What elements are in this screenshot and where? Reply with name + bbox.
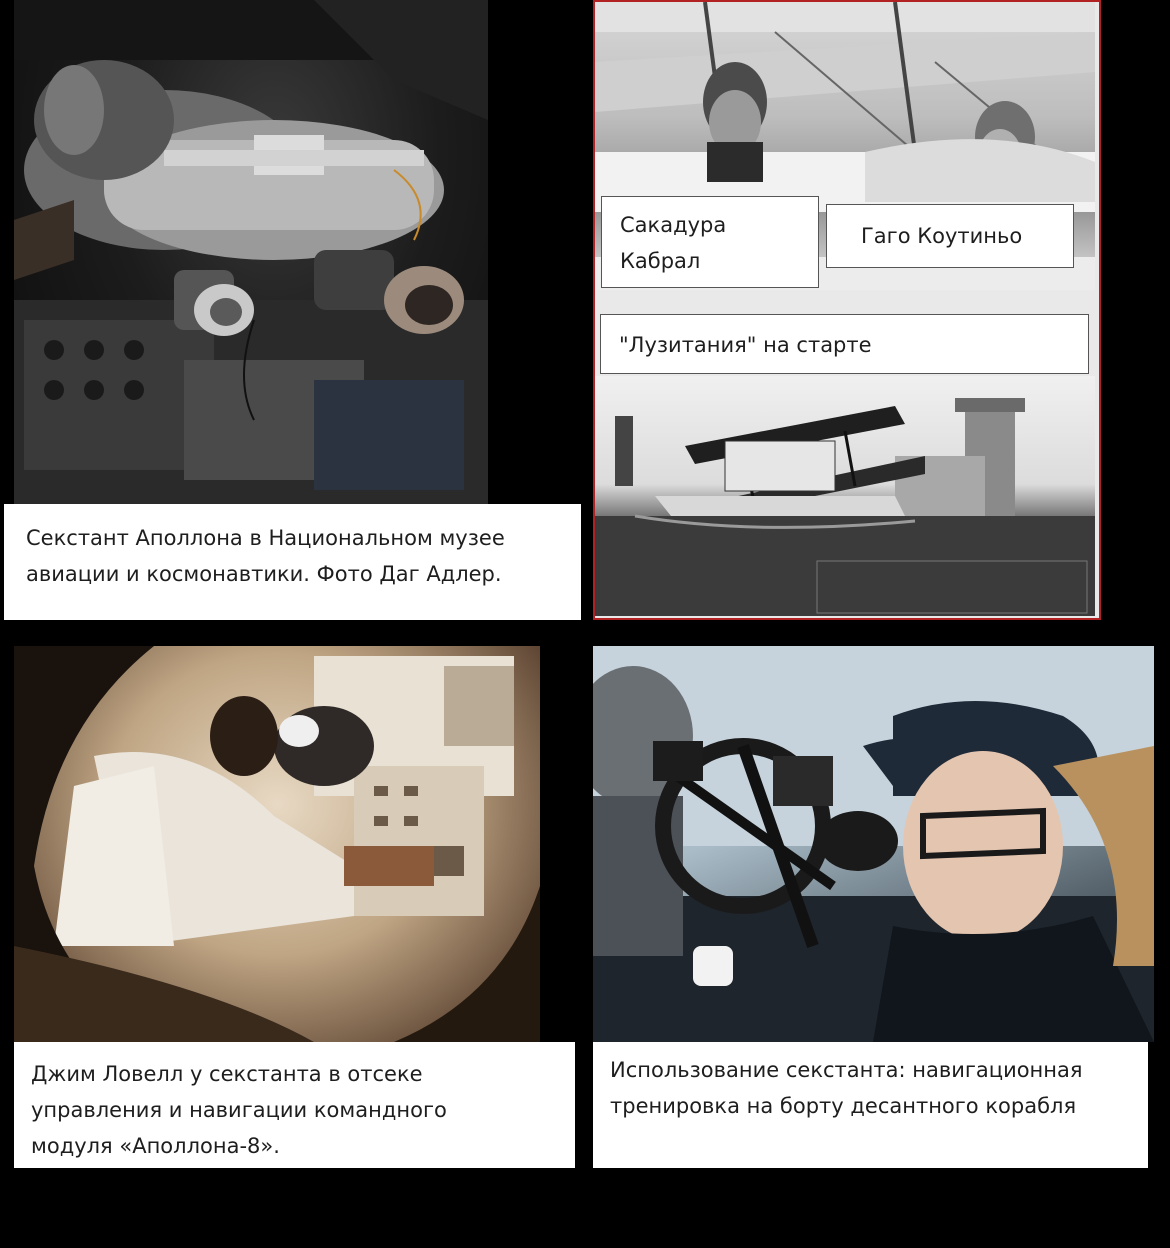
label-line: Кабрал [620,249,701,273]
caption-line: модуля «Аполлона-8». [31,1134,280,1158]
caption-line: Джим Ловелл у секстанта в отсеке [31,1062,423,1086]
label-gago-coutinho [826,204,1074,268]
training-caption [593,1042,1148,1168]
apollo-sextant-photo [14,0,488,504]
apollo-sextant-caption [4,504,581,620]
label-line: Сакадура [620,213,727,237]
label-sacadura-cabral [601,196,819,288]
caption-line: Секстант Аполлона в Национальном музее [26,526,505,550]
label-lusitania-start [600,314,1089,374]
label-line: "Лузитания" на старте [619,333,872,357]
seaplane-photo [595,376,1095,616]
lovell-caption [14,1042,575,1168]
caption-line: авиации и космонавтики. Фото Даг Адлер. [26,562,502,586]
caption-line: Использование секстанта: навигационная [610,1058,1083,1082]
caption-line: управления и навигации командного [31,1098,447,1122]
label-line: Гаго Коутиньо [861,224,1023,248]
caption-line: тренировка на борту десантного корабля [610,1094,1077,1118]
lovell-photo [14,646,540,1042]
sextant-training-photo [593,646,1154,1042]
